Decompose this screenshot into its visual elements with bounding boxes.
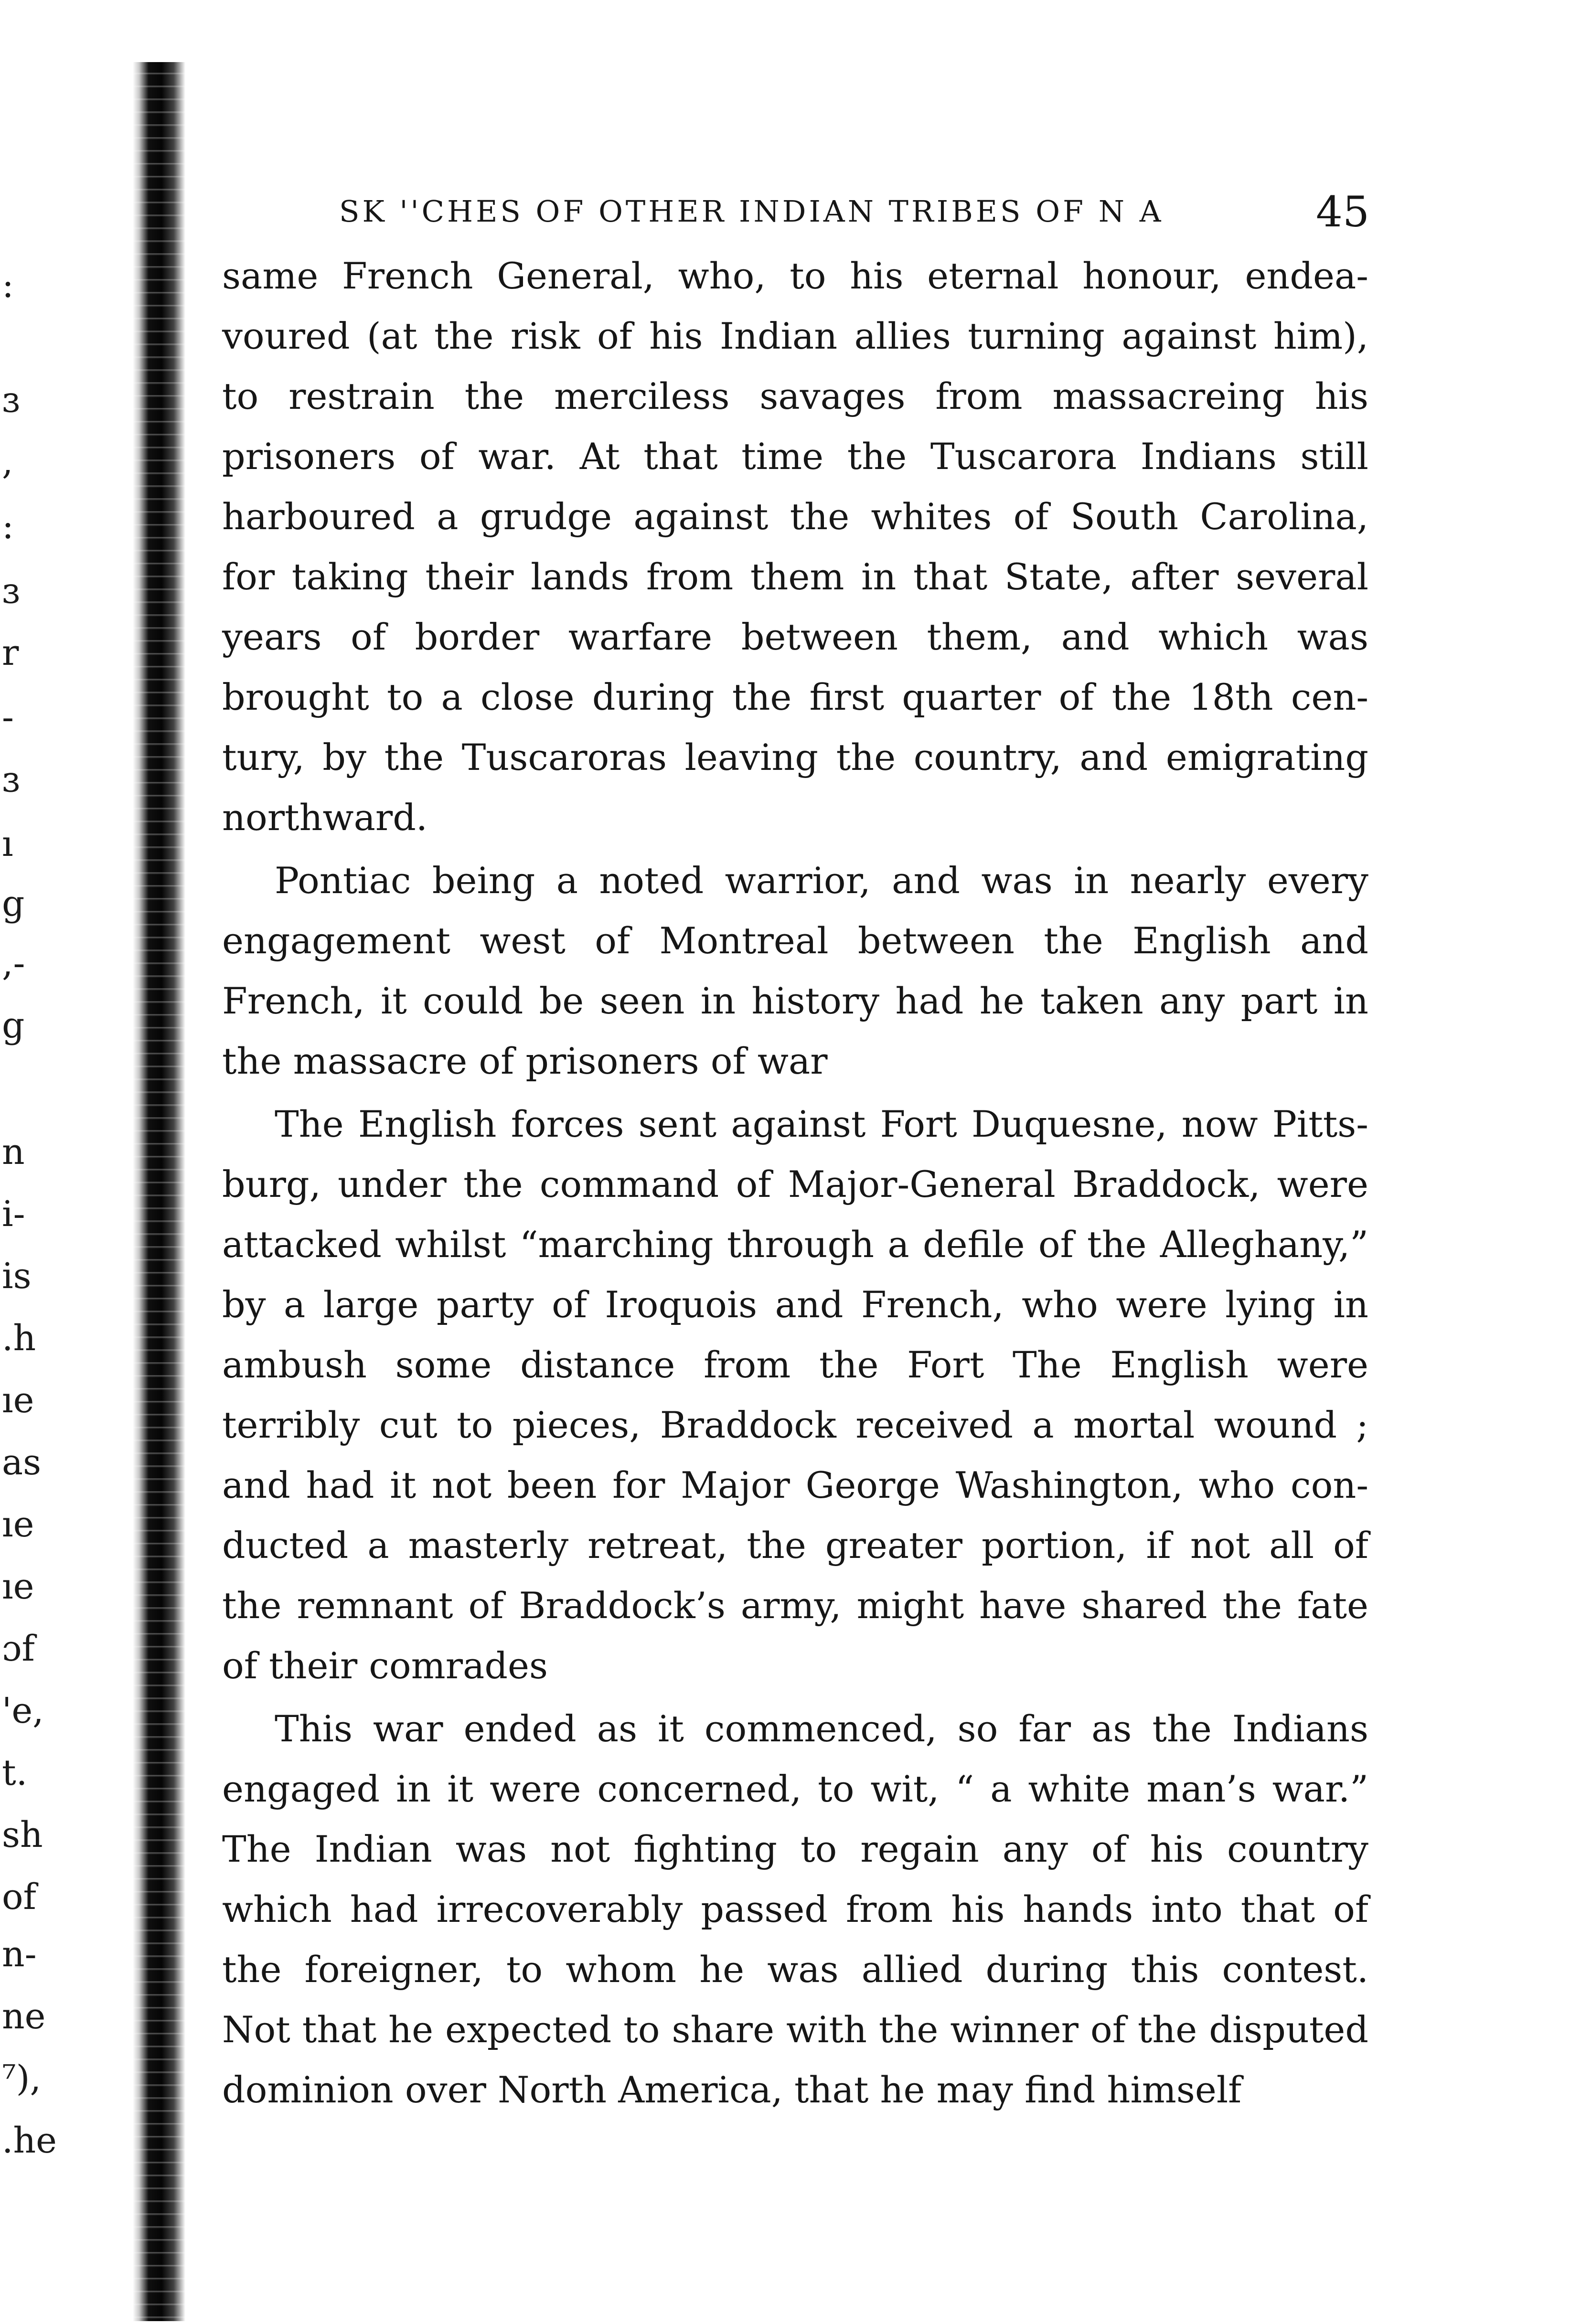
- page-number: 45: [1316, 187, 1369, 236]
- edge-fragment: i-: [2, 1194, 25, 1235]
- body-text: [222, 255, 1368, 2132]
- edge-fragment: ı: [2, 823, 13, 864]
- edge-fragment: ɔf: [2, 1628, 35, 1669]
- edge-fragment: ⁷),: [2, 2058, 42, 2099]
- text-line: attacked whilst “marching through a defile of the Alleghany,”: [222, 1223, 1368, 1266]
- text-line: harboured a grudge against the whites of South Carolina,: [222, 495, 1368, 538]
- text-line: The English forces sent against Fort Duquesne, now Pitts-: [275, 1103, 1368, 1145]
- edge-fragment: ,: [2, 441, 13, 482]
- edge-fragment: 'e,: [2, 1690, 44, 1731]
- text-line: The Indian was not fighting to regain any of his country: [222, 1828, 1368, 1870]
- paragraph: [222, 255, 1368, 860]
- edge-fragment: ıe: [2, 1566, 34, 1607]
- text-line: the remnant of Braddock’s army, might have shared the fate: [222, 1584, 1368, 1627]
- edge-fragment: .h: [2, 1318, 36, 1359]
- edge-fragment: ne: [2, 1996, 46, 2037]
- text-line: the foreigner, to whom he was allied during this contest.: [222, 1948, 1368, 1991]
- text-line: years of border warfare between them, and which was: [222, 616, 1368, 658]
- text-line: of their comrades: [222, 1644, 548, 1687]
- edge-fragment: g: [2, 1005, 25, 1046]
- edge-fragment: ıe: [2, 1504, 34, 1545]
- text-line: engaged in it were concerned, to wit, “ a white man’s war.”: [222, 1768, 1368, 1810]
- text-line: ducted a masterly retreat, the greater portion, if not all of: [222, 1524, 1368, 1567]
- text-line: Pontiac being a noted warrior, and was in nearly every: [275, 859, 1368, 902]
- edge-fragment: .he: [2, 2120, 57, 2161]
- edge-fragment: r: [2, 632, 19, 673]
- text-line: for taking their lands from them in that State, after several: [222, 555, 1368, 598]
- edge-fragment: n: [2, 1131, 25, 1173]
- edge-fragment: ɜ: [2, 570, 20, 611]
- edge-fragment: ɜ: [2, 379, 20, 420]
- edge-fragment: n-: [2, 1934, 37, 1975]
- facing-page-edge: [0, 265, 57, 1918]
- paragraph: [222, 1707, 1368, 2132]
- text-line: northward.: [222, 796, 428, 839]
- edge-fragment: t.: [2, 1752, 28, 1793]
- text-line: which had irrecoverably passed from his hands into that of: [222, 1888, 1368, 1930]
- text-line: engagement west of Montreal between the English and: [222, 919, 1368, 962]
- edge-fragment: of: [2, 1876, 36, 1918]
- text-line: and had it not been for Major George Washington, who con-: [222, 1464, 1368, 1506]
- running-head: [339, 187, 1485, 240]
- paragraph: [222, 1103, 1368, 1708]
- text-line: burg, under the command of Major-General Braddock, were: [222, 1163, 1368, 1205]
- text-line: terribly cut to pieces, Braddock received a mortal wound ;: [222, 1404, 1368, 1446]
- text-line: voured (at the risk of his Indian allies turning against him),: [222, 315, 1368, 357]
- text-line: ambush some distance from the Fort The English were: [222, 1343, 1368, 1386]
- running-head-title: SK ''CHES OF OTHER INDIAN TRIBES OF N A: [339, 194, 1164, 229]
- text-line: tury, by the Tuscaroras leaving the country, and emigrating: [222, 736, 1368, 778]
- text-line: the massacre of prisoners of war: [222, 1040, 828, 1082]
- text-line: This war ended as it commenced, so far as the Indians: [275, 1707, 1368, 1750]
- edge-fragment: g: [2, 883, 25, 924]
- facing-page-edge-lower: [0, 1934, 57, 2271]
- text-line: French, it could be seen in history had he taken any part in: [222, 980, 1368, 1022]
- text-line: prisoners of war. At that time the Tuscarora Indians still: [222, 435, 1368, 478]
- edge-fragment: -: [2, 697, 14, 738]
- text-line: Not that he expected to share with the winner of the disputed: [222, 2008, 1368, 2051]
- text-line: same French General, who, to his eternal honour, endea-: [222, 255, 1368, 297]
- paragraph: [222, 859, 1368, 1103]
- text-line: brought to a close during the first quarter of the 18th cen-: [222, 676, 1368, 718]
- edge-fragment: sh: [2, 1814, 43, 1855]
- edge-fragment: is: [2, 1256, 32, 1297]
- book-spine-shadow: [133, 62, 185, 2321]
- text-line: by a large party of Iroquois and French, who were lying in: [222, 1283, 1368, 1326]
- edge-fragment: :: [2, 265, 14, 306]
- edge-fragment: :: [2, 506, 14, 547]
- text-line: to restrain the merciless savages from massacreing his: [222, 375, 1368, 417]
- edge-fragment: as: [2, 1442, 42, 1483]
- edge-fragment: ɜ: [2, 759, 20, 800]
- edge-fragment: ıe: [2, 1380, 34, 1421]
- text-line: dominion over North America, that he may find himself: [222, 2068, 1242, 2111]
- edge-fragment: ,-: [2, 943, 25, 984]
